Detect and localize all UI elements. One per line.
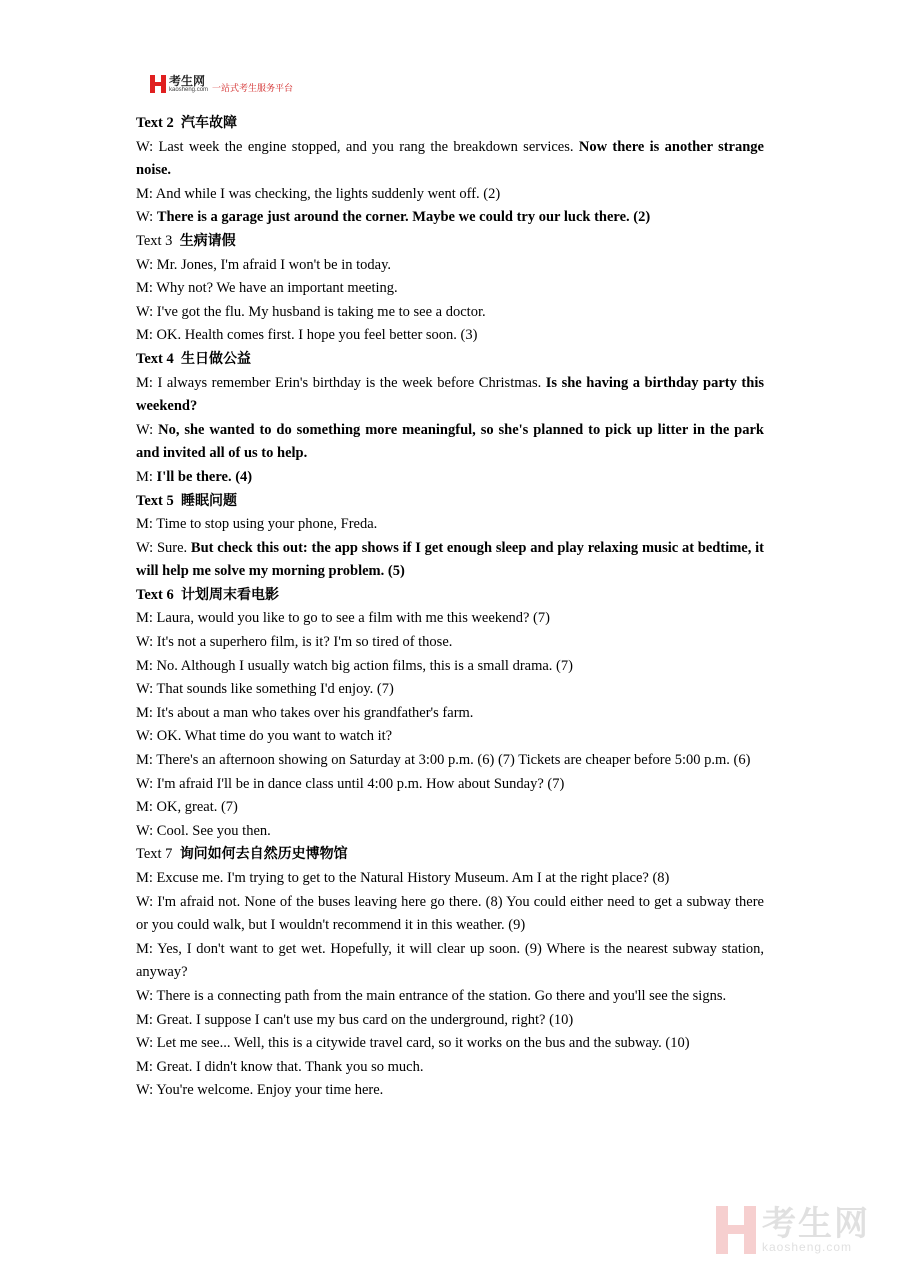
dialogue-text: W: Mr. Jones, I'm afraid I won't be in today. — [136, 256, 392, 273]
dialogue-text: M: It's about a man who takes over his grandfather's farm. — [136, 704, 474, 721]
dialogue-line — [136, 254, 764, 278]
dialogue-text: M: Time to stop using your phone, Freda. — [136, 516, 378, 533]
section-heading — [136, 348, 764, 372]
dialogue-text: M: No. Although I usually watch big action films, this is a small drama. (7) — [136, 657, 573, 674]
dialogue-line — [136, 725, 764, 749]
section-label: Text 7 — [136, 846, 173, 863]
dialogue-text: M: OK. Health comes first. I hope you feel better soon. (3) — [136, 327, 478, 344]
dialogue-text: M: Why not? We have an important meeting. — [136, 280, 398, 297]
section-label: Text 3 — [136, 232, 173, 249]
dialogue-line — [136, 1079, 764, 1103]
dialogue-line — [136, 631, 764, 655]
dialogue-line — [136, 702, 764, 726]
dialogue-text: W: I've got the flu. My husband is taking me to see a doctor. — [136, 303, 486, 320]
section-heading — [136, 843, 764, 867]
section-label: Text 2 — [136, 115, 174, 131]
dialogue-line — [136, 1056, 764, 1080]
watermark-brand-name: 考生网 — [762, 1204, 870, 1244]
watermark — [716, 1206, 870, 1254]
dialogue-text: M: Yes, I don't want to get wet. Hopefully, it will clear up soon. (9) Where is the nearest subway station, anyway? — [136, 940, 764, 981]
dialogue-line — [136, 372, 764, 419]
dialogue-text: W: OK. What time do you want to watch it? — [136, 728, 393, 745]
dialogue-text: W: I'm afraid not. None of the buses leaving here go there. (8) You could either need to get a subway there or you could walk, but I wouldn't recommend it in this weather. (9) — [136, 893, 764, 934]
dialogue-text: W: I'm afraid I'll be in dance class until 4:00 p.m. How about Sunday? (7) — [136, 775, 565, 792]
dialogue-line — [136, 136, 764, 183]
dialogue-text: W: — [136, 209, 157, 226]
dialogue-line — [136, 749, 764, 773]
dialogue-text: W: It's not a superhero film, is it? I'm so tired of those. — [136, 634, 453, 651]
watermark-brand-domain: kaosheng.com — [762, 1240, 853, 1254]
dialogue-line — [136, 537, 764, 584]
dialogue-line — [136, 891, 764, 938]
section-title: 计划周末看电影 — [180, 586, 279, 603]
dialogue-text: W: You're welcome. Enjoy your time here. — [136, 1082, 384, 1099]
transcript-content — [136, 112, 764, 1103]
watermark-text — [762, 1204, 870, 1254]
dialogue-text: W: That sounds like something I'd enjoy. (7) — [136, 681, 394, 698]
dialogue-line — [136, 1032, 764, 1056]
section-title: 生病请假 — [179, 232, 236, 249]
section-heading — [136, 230, 764, 254]
dialogue-text: W: — [136, 421, 159, 438]
dialogue-text: W: Let me see... Well, this is a citywide travel card, so it works on the bus and the subway. (10) — [136, 1035, 690, 1052]
dialogue-line — [136, 985, 764, 1009]
section-heading — [136, 112, 764, 136]
section-title: 询问如何去自然历史博物馆 — [179, 846, 348, 863]
section-title: 汽车故障 — [180, 115, 237, 131]
dialogue-line — [136, 867, 764, 891]
dialogue-line — [136, 277, 764, 301]
section-label: Text 4 — [136, 350, 174, 367]
answer-key-text: I'll be there. (4) — [156, 468, 253, 485]
dialogue-line — [136, 513, 764, 537]
dialogue-line — [136, 206, 764, 230]
dialogue-line — [136, 466, 764, 490]
section-label: Text 5 — [136, 492, 174, 509]
dialogue-text: W: There is a connecting path from the main entrance of the station. Go there and you'll see the signs. — [136, 987, 727, 1004]
logo-text — [169, 75, 208, 93]
dialogue-text: W: Cool. See you then. — [136, 822, 271, 839]
page-header — [150, 72, 293, 96]
answer-key-text: But check this out: the app shows if I get enough sleep and play relaxing music at bedtime, it will help me solve my morning problem. (5) — [136, 539, 764, 580]
dialogue-line — [136, 324, 764, 348]
dialogue-text: M: OK, great. (7) — [136, 799, 238, 816]
dialogue-line — [136, 1009, 764, 1033]
dialogue-line — [136, 419, 764, 466]
section-label: Text 6 — [136, 586, 174, 603]
brand-name: 考生网 — [169, 74, 206, 88]
dialogue-text: M: There's an afternoon showing on Saturday at 3:00 p.m. (6) (7) Tickets are cheaper before 5:00 p.m. (6) — [136, 752, 751, 769]
kaosheng-logo-icon — [150, 75, 166, 93]
dialogue-line — [136, 655, 764, 679]
dialogue-text: W: Sure. — [136, 539, 191, 556]
dialogue-text: M: Great. I suppose I can't use my bus card on the underground, right? (10) — [136, 1011, 574, 1028]
brand-tagline: 一站式考生服务平台 — [212, 83, 294, 94]
dialogue-line — [136, 301, 764, 325]
answer-key-text: Is she having a birthday party this weekend? — [136, 374, 764, 415]
watermark-logo-icon — [716, 1206, 756, 1254]
dialogue-line — [136, 678, 764, 702]
dialogue-text: M: Excuse me. I'm trying to get to the Natural History Museum. Am I at the right place? (8) — [136, 870, 670, 886]
dialogue-line — [136, 820, 764, 844]
dialogue-text: M: And while I was checking, the lights suddenly went off. (2) — [136, 185, 501, 202]
dialogue-line — [136, 607, 764, 631]
answer-key-text: There is a garage just around the corner. Maybe we could try our luck there. (2) — [156, 209, 651, 226]
section-heading — [136, 584, 764, 608]
dialogue-line — [136, 938, 764, 985]
dialogue-text: M: Laura, would you like to go to see a film with me this weekend? (7) — [136, 610, 550, 627]
dialogue-line — [136, 796, 764, 820]
dialogue-line — [136, 773, 764, 797]
answer-key-text: No, she wanted to do something more meaningful, so she's planned to pick up litter in the park and invited all of us to help. — [136, 421, 764, 462]
section-title: 睡眠问题 — [180, 492, 237, 509]
dialogue-text: M: I always remember Erin's birthday is the week before Christmas. — [136, 374, 546, 391]
dialogue-line — [136, 183, 764, 207]
answer-key-text: Now there is another strange noise. — [136, 138, 764, 179]
section-heading — [136, 490, 764, 514]
dialogue-text: M: Great. I didn't know that. Thank you so much. — [136, 1058, 424, 1075]
section-title: 生日做公益 — [180, 350, 251, 367]
brand-domain: kaosheng.com — [169, 87, 209, 93]
dialogue-text: M: — [136, 468, 157, 485]
dialogue-text: W: Last week the engine stopped, and you rang the breakdown services. — [136, 138, 579, 155]
